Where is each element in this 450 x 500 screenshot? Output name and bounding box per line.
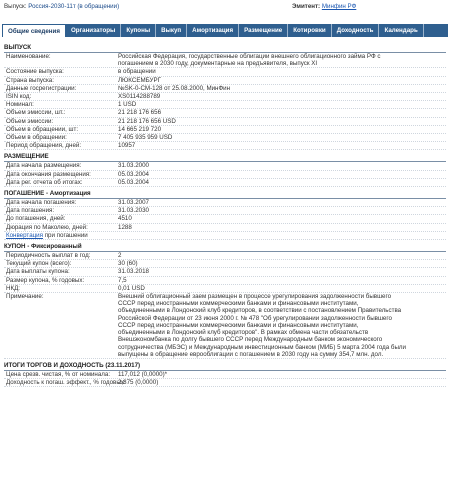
tab-calendar[interactable]: Календарь xyxy=(379,24,423,37)
row-value: 1 USD xyxy=(118,101,137,109)
issue-label xyxy=(4,3,119,10)
row-label: Периодичность выплат в год: xyxy=(6,252,91,260)
row-value: 2,875 (0,0000) xyxy=(118,379,159,387)
table-row xyxy=(4,252,446,260)
row-value: 117,012 (0,0000)* xyxy=(118,370,168,378)
tab-general-info[interactable]: Общие сведения xyxy=(2,24,66,37)
row-label: Объем в обращении: xyxy=(6,134,67,142)
row-label: Размер купона, % годовых: xyxy=(6,276,85,284)
table-row xyxy=(4,277,446,285)
row-label: Текущий купон (всего): xyxy=(6,260,72,268)
section-title-results: ИТОГИ ТОРГОВ И ДОХОДНОСТЬ (23.11.2017) xyxy=(4,360,446,371)
issue-label-text: Выпуск: xyxy=(4,3,27,10)
table-row xyxy=(4,171,446,179)
row-label: Дата начала размещения: xyxy=(6,162,82,170)
row-value: XS0114288789 xyxy=(118,93,161,101)
tab-yield[interactable]: Доходность xyxy=(332,24,380,37)
conversion-link[interactable]: Конвертация xyxy=(6,231,43,239)
section-title-issue: ВЫПУСК xyxy=(4,42,446,53)
table-row xyxy=(4,207,446,215)
row-label: Дата погашения: xyxy=(6,207,55,215)
table-row xyxy=(4,199,446,207)
row-value: 2 xyxy=(118,252,122,260)
issue-header xyxy=(0,0,450,13)
row-value: 21 218 176 656 USD xyxy=(118,117,176,125)
conversion-text: при погашении xyxy=(42,231,88,239)
row-value: №SK-0-CM-128 от 25.08.2000, МинФин xyxy=(118,84,231,92)
table-row xyxy=(4,162,446,170)
row-label: Объем в обращении, шт: xyxy=(6,125,79,133)
row-value: 31.03.2030 xyxy=(118,207,149,215)
row-value: 14 665 219 720 xyxy=(118,125,162,133)
tab-bar xyxy=(2,24,448,37)
row-value: 4510 xyxy=(118,215,132,223)
row-label: Состояние выпуска: xyxy=(6,68,64,76)
section-title-coupon: КУПОН - Фиксированный xyxy=(4,241,446,252)
row-value: 0,01 USD xyxy=(118,284,145,292)
row-value: 05.03.2004 xyxy=(118,178,149,186)
row-label: Данные госрегистрации: xyxy=(6,84,77,92)
conversion-row xyxy=(4,232,446,240)
row-value: 7,5 xyxy=(118,276,127,284)
row-label: Наименование: xyxy=(6,53,51,60)
table-row xyxy=(4,109,446,117)
row-label: Период обращения, дней: xyxy=(6,142,82,150)
table-row xyxy=(4,68,446,76)
row-value: Российская Федерация, государственные облигации внешнего облигационного займа РФ с погашением в 2030 году, документарные на предъявителя, выпуск XI xyxy=(118,53,381,68)
row-value: 05.03.2004 xyxy=(118,170,149,178)
table-row xyxy=(4,371,446,379)
tab-placement[interactable]: Размещение xyxy=(239,24,288,37)
row-label: Примечание: xyxy=(6,293,44,301)
table-row xyxy=(4,285,446,293)
row-value: ЛЮКСЕМБУРГ xyxy=(118,76,161,84)
issue-value: Россия-2030-11т (в обращении) xyxy=(28,3,120,10)
table-row xyxy=(4,77,446,85)
row-value: 7 405 935 959 USD xyxy=(118,134,173,142)
table-row xyxy=(4,215,446,223)
table-row xyxy=(4,126,446,134)
row-label: Номинал: xyxy=(6,101,34,109)
row-value: в обращении xyxy=(118,68,156,76)
row-label: ISIN код: xyxy=(6,93,32,101)
row-label: НКД: xyxy=(6,284,20,292)
tab-buyback[interactable]: Выкуп xyxy=(156,24,187,37)
row-label: До погашения, дней: xyxy=(6,215,66,223)
table-row xyxy=(4,53,446,68)
row-value: 10957 xyxy=(118,142,136,150)
table-row xyxy=(4,142,446,150)
row-value: 31.03.2007 xyxy=(118,199,149,207)
table-row xyxy=(4,260,446,268)
table-row xyxy=(4,179,446,187)
details-panel xyxy=(4,41,446,387)
row-label: Объем эмиссии: xyxy=(6,117,54,125)
table-row xyxy=(4,118,446,126)
section-title-redemption: ПОГАШЕНИЕ - Амортизация xyxy=(4,188,446,199)
row-value: 21 218 176 656 xyxy=(118,109,162,117)
row-label: Дата рег. отчета об итогах: xyxy=(6,178,83,186)
issuer-label xyxy=(292,3,356,10)
row-value: 30 (60) xyxy=(118,260,138,268)
table-row xyxy=(4,93,446,101)
issuer-label-text: Эмитент: xyxy=(292,3,321,10)
tab-organizers[interactable]: Организаторы xyxy=(66,24,121,37)
row-value: 31.03.2018 xyxy=(118,268,149,276)
table-row xyxy=(4,379,446,387)
row-label: Объем эмиссии, шт.: xyxy=(6,109,66,117)
table-row xyxy=(4,293,446,359)
note-text: Внешний облигационный заем размещен в процессе урегулирования задолженности бывшего СССР перед иностранными коммерческими банками и финансовыми институтами, объединенными в Лондонский клуб кредиторов, в соответствии с постановлением Правительства Российской Федерации от 23 июня 2000 г. № 478 "Об урегулировании задолженности бывшего СССР перед иностранными коммерческими банками и финансовыми институтами, объединенными в Лондонский клуб кредиторов". В рамках обмена части обязательств Внешэкономбанка по долгу бывшего СССР перед Международным банком экономического сотрудничества (МБЭС) и Международным инвестиционным банком (МИБ) 5 марта 2004 года были выпущены в обращение еврооблигации с погашением в 2030 году на сумму 354,7 млн. дол. xyxy=(118,293,406,358)
row-value: 31.03.2000 xyxy=(118,162,149,170)
row-label: Цена срезв. чистая, % от номинала: xyxy=(6,370,111,378)
row-label: Дата выплаты купона: xyxy=(6,268,70,276)
table-row xyxy=(4,268,446,276)
table-row xyxy=(4,85,446,93)
row-label: Дюрация по Маколею, дней: xyxy=(6,223,88,231)
table-row xyxy=(4,101,446,109)
tab-coupons[interactable]: Купоны xyxy=(121,24,156,37)
row-label: Доходность к погаш. эффект., % годовых: xyxy=(6,379,126,387)
table-row xyxy=(4,224,446,232)
section-title-placement: РАЗМЕЩЕНИЕ xyxy=(4,151,446,162)
conversion-note xyxy=(6,232,88,239)
table-row xyxy=(4,134,446,142)
tab-quotes[interactable]: Котировки xyxy=(288,24,332,37)
issuer-link[interactable]: Минфин РФ xyxy=(321,3,357,10)
row-label: Дата начала погашения: xyxy=(6,199,77,207)
row-label: Страна выпуска: xyxy=(6,76,54,84)
tab-amortization[interactable]: Амортизация xyxy=(187,24,239,37)
row-value: 1288 xyxy=(118,223,132,231)
row-label: Дата окончания размещения: xyxy=(6,170,91,178)
